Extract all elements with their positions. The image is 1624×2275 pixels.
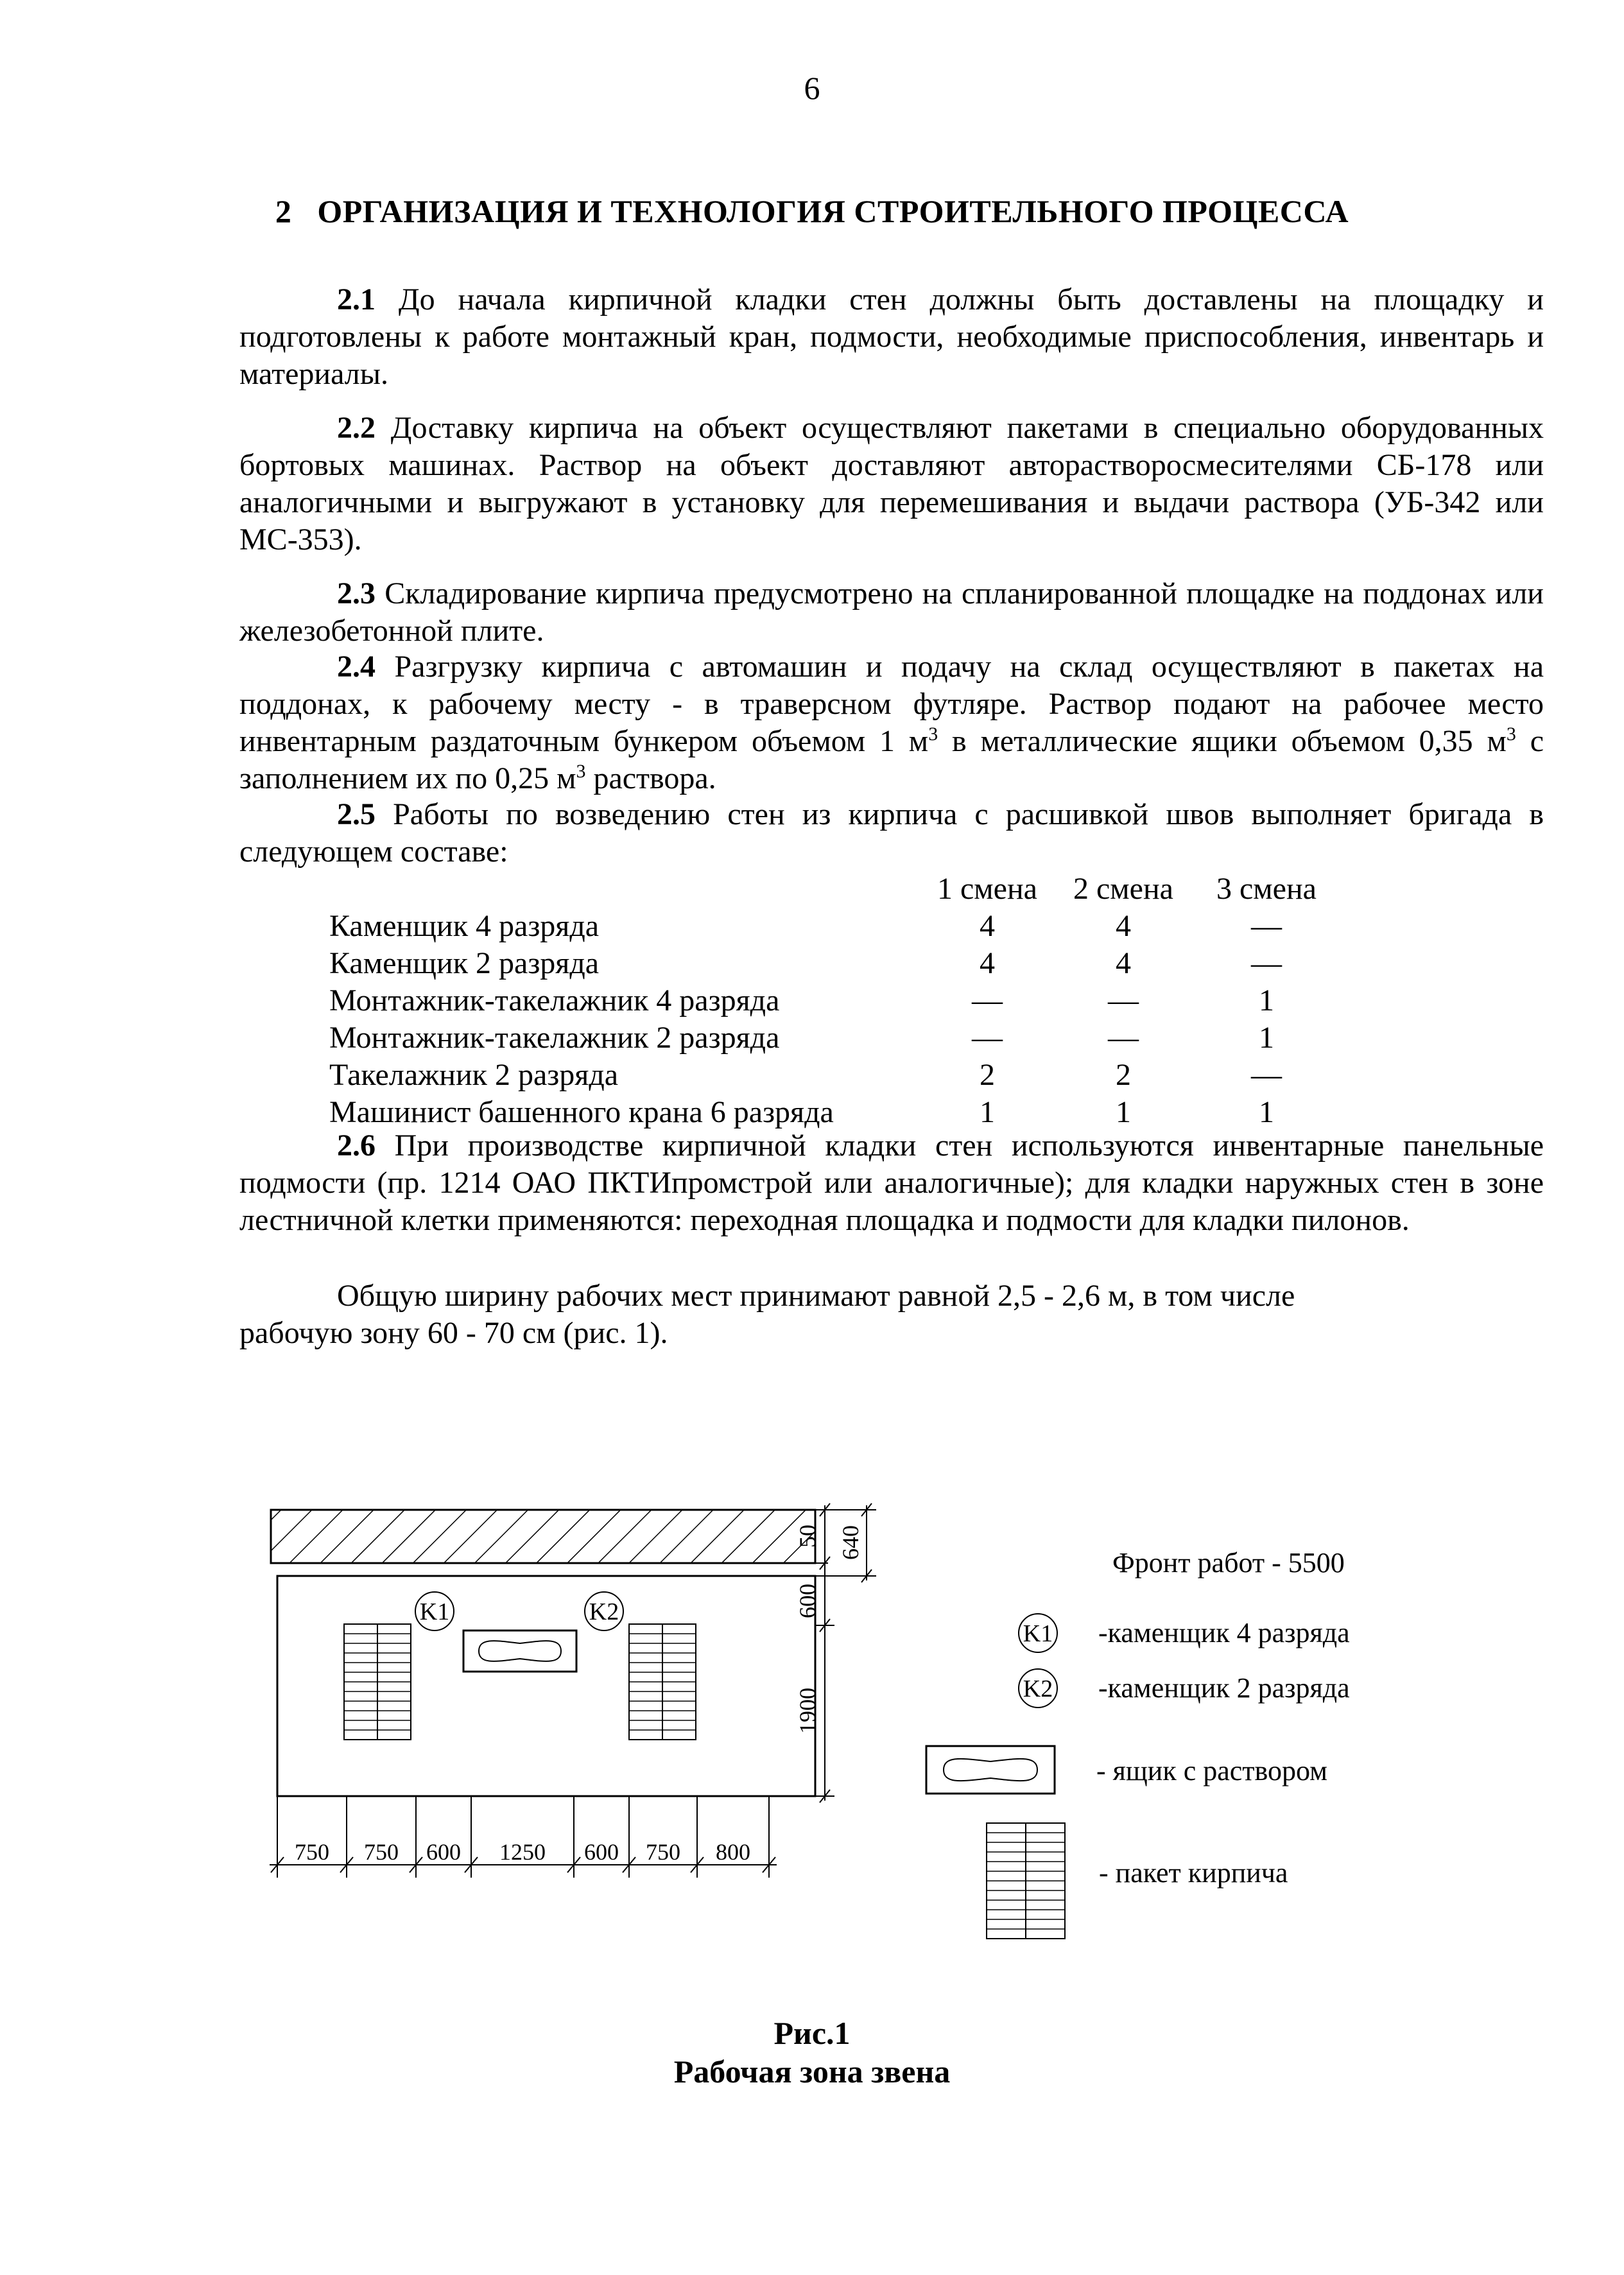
superscript: 3 xyxy=(1506,723,1516,745)
dim-label: 750 xyxy=(295,1839,329,1865)
table-row xyxy=(239,1019,1544,1057)
legend-k2-text: -каменщик 2 разряда xyxy=(1098,1672,1350,1704)
legend-box-symbol xyxy=(926,1746,1055,1794)
crew-count: 4 xyxy=(1116,909,1131,943)
header-shift-2: 2 смена xyxy=(1073,872,1173,906)
paragraph-text: Доставку кирпича на объект осуществляют пакетами в специально оборудованных бортовых машинах. Раствор на объект доставляют авторастворосмесителями СБ-178 или аналогичными и выгружают в установку для перемешивания и выдачи раствора (УБ-342 или МС-353). xyxy=(239,411,1544,557)
paragraph-text: До начала кирпичной кладки стен должны быть доставлены на площадку и подготовлены к работе монтажный кран, подмости, необходимые приспособления, инвентарь и материалы. xyxy=(239,282,1544,391)
legend-bricks-text: - пакет кирпича xyxy=(1099,1857,1288,1889)
dim-label: 640 xyxy=(838,1525,863,1560)
dim-labels-bottom xyxy=(295,1839,750,1865)
crew-count: 4 xyxy=(1116,946,1131,980)
crew-count: — xyxy=(1251,1058,1282,1092)
marker-label: K2 xyxy=(1023,1675,1053,1702)
brick-pack-right xyxy=(629,1624,696,1740)
paragraph-number: 2.3 xyxy=(337,576,376,610)
legend-box-text: - ящик с раствором xyxy=(1096,1755,1327,1786)
scaffold-outline xyxy=(277,1576,815,1796)
crew-role: Монтажник-такелажник 2 разряда xyxy=(329,1021,780,1055)
dim-label: 750 xyxy=(646,1839,680,1865)
marker-k1 xyxy=(415,1592,454,1631)
crew-count: 4 xyxy=(980,946,995,980)
marker-k2 xyxy=(585,1592,623,1631)
crew-count: 1 xyxy=(980,1095,995,1129)
paragraph-2-2 xyxy=(239,410,1544,558)
paragraph-workplace-width xyxy=(239,1277,1408,1352)
crew-role: Машинист башенного крана 6 разряда xyxy=(329,1095,834,1129)
paragraph-2-3 xyxy=(239,575,1544,650)
paragraph-text: Общую ширину рабочих мест принимают равной 2,5 - 2,6 м, в том числе рабочую зону 60 - 70 см (рис. 1). xyxy=(239,1279,1295,1350)
wall-hatched xyxy=(271,1510,815,1563)
paragraph-2-1 xyxy=(239,281,1544,393)
dim-label: 1250 xyxy=(499,1839,546,1865)
paragraph-text: в металлические ящики объемом 0,35 м xyxy=(938,724,1507,758)
marker-label: K1 xyxy=(419,1598,450,1625)
crew-role: Такелажник 2 разряда xyxy=(329,1058,619,1092)
crew-count: — xyxy=(1108,983,1139,1017)
paragraph-text: Складирование кирпича предусмотрено на спланированной площадке на поддонах или железобетонной плите. xyxy=(239,576,1544,648)
section-title: ОРГАНИЗАЦИЯ И ТЕХНОЛОГИЯ СТРОИТЕЛЬНОГО ПРОЦЕССА xyxy=(317,193,1349,229)
crew-count: — xyxy=(972,983,1003,1017)
crew-count: 2 xyxy=(1116,1058,1131,1092)
legend-front: Фронт работ - 5500 xyxy=(1112,1547,1345,1579)
crew-role: Монтажник-такелажник 4 разряда xyxy=(329,983,780,1017)
figure-caption: Рабочая зона звена xyxy=(673,2054,951,2089)
crew-count: 1 xyxy=(1259,983,1274,1017)
table-row xyxy=(239,1094,1544,1131)
legend-k1-text: -каменщик 4 разряда xyxy=(1098,1617,1350,1648)
crew-header-row xyxy=(239,870,1544,908)
crew-count: 4 xyxy=(980,909,995,943)
crew-count: 1 xyxy=(1259,1095,1274,1129)
paragraph-number: 2.6 xyxy=(337,1129,376,1163)
superscript: 3 xyxy=(928,723,938,745)
crew-count: — xyxy=(1108,1021,1139,1055)
dim-label: 600 xyxy=(426,1839,461,1865)
brick-pack-left xyxy=(344,1624,411,1740)
marker-label: K1 xyxy=(1023,1620,1053,1647)
header-shift-1: 1 смена xyxy=(937,872,1037,906)
paragraph-2-6 xyxy=(239,1127,1544,1239)
crew-table xyxy=(239,870,1544,1131)
table-row xyxy=(239,908,1544,945)
crew-count: — xyxy=(1251,909,1282,943)
work-zone-figure xyxy=(0,1476,1624,2086)
crew-role: Каменщик 4 разряда xyxy=(329,909,600,943)
legend-k2-symbol xyxy=(1019,1669,1057,1708)
dim-label: 600 xyxy=(795,1584,820,1618)
paragraph-text: Разгрузку кирпича с автомашин и подачу на склад осуществляют в пакетах на поддонах, к рабочему месту - в траверсном футляре. Раствор подают на рабочее место инвентарным раздаточным бункером объемом 1 м xyxy=(239,650,1544,758)
paragraph-number: 2.5 xyxy=(337,797,376,831)
paragraph-text: При производстве кирпичной кладки стен используются инвентарные панельные подмости (пр. 1214 ОАО ПКТИпромстрой или аналогичные); для кладки наружных стен в зоне лестничной клетки применяются: переходная площадка и подмости для кладки пилонов. xyxy=(239,1129,1544,1237)
dim-label: 800 xyxy=(716,1839,750,1865)
crew-count: 1 xyxy=(1259,1021,1274,1055)
dim-label: 600 xyxy=(584,1839,619,1865)
figure-number: Рис.1 xyxy=(773,2015,851,2051)
marker-label: K2 xyxy=(589,1598,619,1625)
paragraph-text: раствора. xyxy=(585,761,716,795)
table-row xyxy=(239,945,1544,982)
page-number: 6 xyxy=(804,70,820,106)
paragraph-text: с заполнением их по 0,25 м xyxy=(239,724,1544,795)
paragraph-number: 2.4 xyxy=(337,650,376,684)
paragraph-2-5 xyxy=(239,796,1544,870)
paragraph-text: Работы по возведению стен из кирпича с расшивкой швов выполняет бригада в следующем составе: xyxy=(239,797,1544,869)
section-number: 2 xyxy=(275,193,292,229)
crew-count: 2 xyxy=(980,1058,995,1092)
paragraph-2-4 xyxy=(239,648,1544,797)
legend-bricks-symbol xyxy=(987,1823,1065,1939)
superscript: 3 xyxy=(576,761,586,782)
paragraph-number: 2.2 xyxy=(337,411,376,445)
crew-role: Каменщик 2 разряда xyxy=(329,946,600,980)
table-row xyxy=(239,1057,1544,1094)
paragraph-number: 2.1 xyxy=(337,282,376,316)
crew-count: — xyxy=(1251,946,1282,980)
dim-label: 1900 xyxy=(795,1688,820,1734)
section-heading xyxy=(0,193,1624,230)
table-row xyxy=(239,982,1544,1019)
crew-count: 1 xyxy=(1116,1095,1131,1129)
crew-count: — xyxy=(972,1021,1003,1055)
header-shift-3: 3 смена xyxy=(1216,872,1317,906)
dim-label: 750 xyxy=(364,1839,399,1865)
mortar-box xyxy=(463,1631,576,1672)
dim-label: 50 xyxy=(795,1525,820,1548)
legend-k1-symbol xyxy=(1019,1614,1057,1652)
